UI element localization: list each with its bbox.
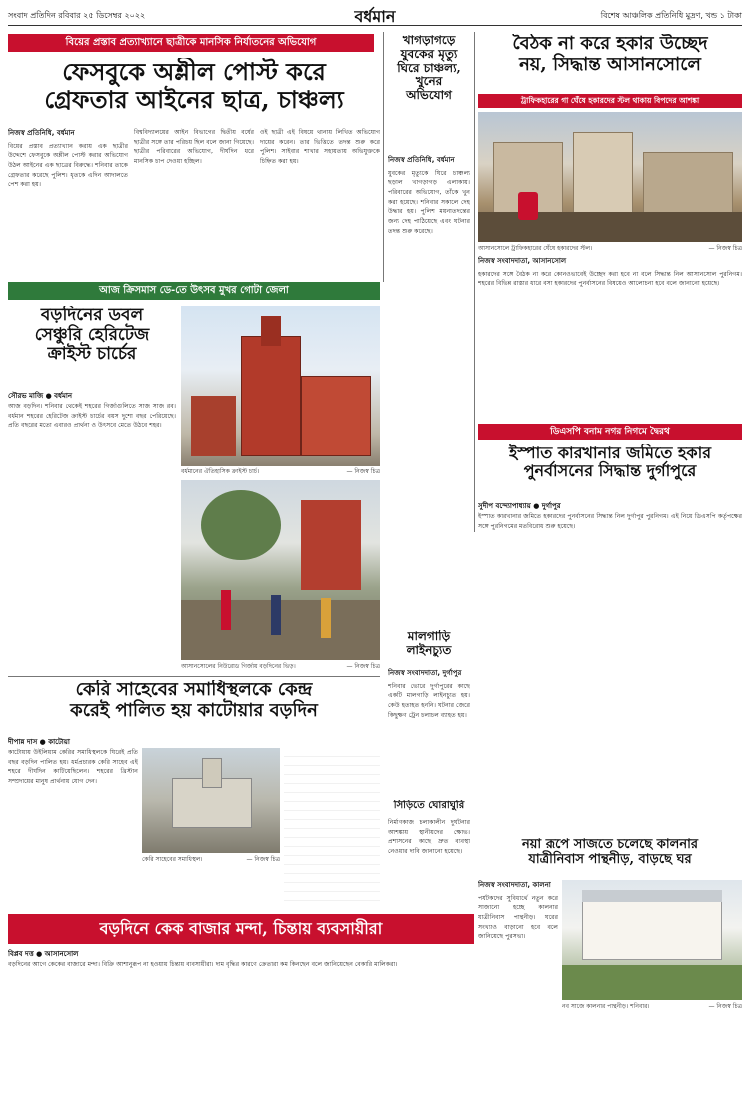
story7-byline: দীপান্ন দাস ● কাটোয়া — [8, 738, 70, 746]
story8-headline — [478, 838, 742, 878]
story4-photo1-caption — [181, 466, 380, 476]
story2-body — [388, 155, 470, 525]
story5-body-text: ইস্পাত কারখানার জমিতে হকারদের পুনর্বাসনের সিদ্ধান্ত নিল দুর্গাপুর পুরনিগম। এই নিয়ে ডিএসপি কর্তৃপক্ষের সঙ্গে পুরনিগমের মতবিরোধ শুরু হয়েছে। — [478, 513, 742, 530]
story8-photo-caption — [562, 1001, 742, 1011]
story2-kicker-line1: খাগড়াগড়ে — [402, 34, 456, 47]
masthead-left: সংবাদ প্রতিদিন রবিবার ২৫ ডিসেম্বর ২০২২ — [8, 11, 146, 20]
story6-dateline: নিজস্ব সংবাদদাতা, দুর্গাপুর — [388, 669, 462, 677]
divider — [474, 32, 475, 532]
story4-photo2-credit: — নিজস্ব চিত্র — [346, 663, 380, 670]
story7-body-col2 — [284, 748, 380, 908]
story7-photo-credit: — নিজস্ব চিত্র — [246, 856, 280, 863]
section-title: বর্ধমান — [354, 7, 396, 26]
story5-headline — [478, 444, 742, 496]
story7-body-text: কাটোয়ায় উইলিয়াম কেরির সমাধিস্থলকে ঘিরেই প্রতি বছর বড়দিন পালিত হয়। ধর্মপ্রচারক কেরি সাহেব এই শহরে দীর্ঘদিন কাটিয়েছিলেন। শহরের খ্রিস্টান সম্প্রদায়ের মানুষ প্রার্থনায় যোগ দেন। — [8, 749, 138, 785]
story3-photo-caption — [478, 243, 742, 253]
story4-banner: আজ ক্রিসমাস ডে-তে উৎসব মুখর গোটা জেলা — [8, 282, 380, 300]
story2-kicker — [388, 34, 470, 154]
story8-headline-line1: নয়া রূপে সাজতে চলেছে কালনার — [521, 838, 699, 852]
story4-photo1-caption-text: বর্ধমানের ঐতিহাসিক ক্রাইস্ট চার্চ। — [181, 468, 260, 475]
story2-kicker-line2: যুবকের মৃত্যু — [400, 46, 458, 61]
masthead-right: বিশেষ আঞ্চলিক প্রতিনিধি মুদ্রণ, খন্ড ১ টাকা — [600, 11, 742, 20]
story5-headline-line2: পুনর্বাসনের সিদ্ধান্ত দুর্গাপুরে — [523, 461, 697, 481]
story1-body-col2: বিশ্ববিদ্যালয়ের আইন বিভাগের দ্বিতীয় বর্ষের ছাত্রীর সঙ্গে তার পরিচয় ছিল বলে জানা গিয়েছে। ছাত্রীর পরিবারের অভিযোগ, দীর্ঘদিন ধরে মানসিক চাপ দেওয়া হচ্ছিল। — [134, 129, 254, 165]
story7-headline — [8, 680, 380, 734]
story4-body — [8, 402, 176, 674]
story1-headline — [8, 58, 380, 128]
story1-body-col3: ওই ছাত্রী এই বিষয়ে থানায় লিখিত অভিযোগ দায়ের করেন। তার ভিত্তিতে তদন্ত শুরু করে পুলিশ। সাইবার শাখার সহায়তায় অভিযুক্তকে চিহ্নিত করা হয়। — [260, 129, 380, 165]
story6-kicker-line1: মালগাড়ি — [407, 630, 451, 643]
story6-sub-body — [388, 818, 470, 906]
story7-headline-line1: কেরি সাহেবের সমাধিস্থলকে কেন্দ্র — [75, 680, 313, 700]
story6-kicker — [388, 630, 470, 666]
story3-photo-credit: — নিজস্ব চিত্র — [708, 245, 742, 252]
divider — [8, 676, 380, 677]
story7-body — [8, 748, 138, 908]
story5-kicker: ডিএসপি বনাম নগর নিগমে দ্বৈরথ — [478, 424, 742, 440]
divider — [383, 32, 384, 282]
story1-kicker: বিয়ের প্রস্তাব প্রত্যাখ্যানে ছাত্রীকে মানসিক নির্যাতনের অভিযোগ — [8, 34, 374, 52]
story1-dateline: নিজস্ব প্রতিনিধি, বর্ধমান — [8, 129, 75, 137]
story3-headline-line2: নয়, সিদ্ধান্ত আসানসোলে — [519, 53, 701, 75]
story6-body — [388, 668, 470, 798]
story8-dateline: নিজস্ব সংবাদদাতা, কালনা — [478, 881, 551, 889]
story3-dateline: নিজস্ব সংবাদদাতা, আসানসোল — [478, 257, 567, 265]
story2-dateline: নিজস্ব প্রতিনিধি, বর্ধমান — [388, 156, 455, 164]
story2-body-text: যুবকের মৃত্যুকে ঘিরে চাঞ্চল্য ছড়াল খাগড়াগড় এলাকায়। পরিবারের অভিযোগ, তাঁকে খুন করা হয়েছে। শনিবার সকালে দেহ উদ্ধার হয়। পুলিশ ময়নাতদন্তের জন্য দেহ পাঠিয়েছে এবং ঘটনার তদন্ত শুরু করেছে। — [388, 169, 470, 235]
story4-headline-line1: বড়দিনের ডবল — [40, 306, 144, 325]
story4-headline-line2: সেঞ্চুরি হেরিটেজ — [34, 324, 150, 345]
story8-photo-credit: — নিজস্ব চিত্র — [708, 1003, 742, 1010]
story7-photo — [142, 748, 280, 853]
story4-byline: সৌরভ মাজি ● বর্ধমান — [8, 392, 73, 400]
story9-byline: বিপ্লব দত্ত ● আসানসোল — [8, 950, 79, 958]
story3-photo — [478, 112, 742, 242]
story7-headline-line2: করেই পালিত হয় কাটোয়ার বড়দিন — [70, 699, 318, 721]
story1-body — [8, 128, 380, 278]
story3-headline-line1: বৈঠক না করে হকার উচ্ছেদ — [512, 34, 708, 54]
story9-headline: বড়দিনে কেক বাজার মন্দা, চিন্তায় ব্যবসায়ীরা — [8, 914, 474, 944]
story8-body-text: পর্যটকদের সুবিধার্থে নতুন করে সাজানো হচ্ছে কালনার যাত্রীনিবাস পান্থনীড়। ঘরের সংখ্যাও বাড়ানো হবে বলে জানিয়েছে পুরসভা। — [478, 894, 558, 941]
story5-body — [478, 512, 742, 832]
story4-body-text: আজ বড়দিন। শনিবার থেকেই শহরের গির্জাগুলিতে সাজ সাজ রব। বর্ধমান শহরের হেরিটেজ ক্রাইস্ট চার্চের বয়স দুশো বছর পেরিয়েছে। প্রতি বছরের মতো এবারও প্রার্থনা ও উৎসবে মেতে উঠবে শহর। — [8, 403, 176, 430]
story8-headline-line2: যাত্রীনিবাস পান্থনীড়, বাড়ছে ঘর — [528, 851, 692, 867]
story4-headline — [8, 306, 176, 386]
story9-body-text: বড়দিনের আগে কেকের বাজারে মন্দা। বিক্রি আশানুরূপ না হওয়ায় চিন্তায় ব্যবসায়ীরা। দাম বৃদ্ধির কারণে ক্রেতারা কম কিনছেন বলে জানিয়েছেন বেকারি মালিকরা। — [8, 961, 398, 968]
story2-kicker-line4: খুনের — [415, 74, 443, 89]
story3-body — [478, 256, 742, 416]
masthead — [8, 4, 742, 26]
story3-caption-text: আসানসোলে ট্রাফিকহারের ঘেঁষে হকারদের স্টল। — [478, 245, 593, 252]
story1-body-col1: বিয়ের প্রস্তাব প্রত্যাখ্যান করায় এক ছাত্রীর উদ্দেশে ফেসবুকে অশ্লীল পোস্ট করার অভিযোগ উঠল আইনের এক ছাত্রের বিরুদ্ধে। শনিবার তাকে গ্রেফতার করেছে পুলিশ। ধৃতকে এদিন আদালতে পেশ করা হয়। — [8, 142, 128, 189]
story3-subhead: ট্রাফিকহারের গা ঘেঁষে হকারদের স্টল থাকায় বিপদের আশঙ্কা — [478, 94, 742, 108]
story3-headline — [478, 34, 742, 92]
story7-photo-caption-text: কেরি সাহেবের সমাধিস্থল। — [142, 856, 203, 863]
story2-kicker-line5: অভিযোগ — [406, 88, 452, 103]
story4-headline-line3: ক্রাইস্ট চার্চের — [47, 344, 137, 365]
story4-photo2-caption-text: আসানসোলের নিউরোড গির্জায় বড়দিনের ভিড়। — [181, 663, 296, 670]
story6-kicker-line2: লাইনচ্যুত — [406, 642, 452, 657]
story4-photo2 — [181, 480, 380, 660]
story4-photo2-caption — [181, 661, 380, 671]
story2-kicker-line3: ঘিরে চাঞ্চল্য, — [397, 60, 461, 75]
story6-body-text: শনিবার ভোরে দুর্গাপুরের কাছে একটি মালগাড়ি লাইনচ্যুত হয়। কেউ হতাহত হননি। ঘটনার জেরে কিছুক্ষণ ট্রেন চলাচল ব্যাহত হয়। — [388, 682, 470, 719]
story6-sub-kicker: সিঁড়িতে ঘোরাঘুরি — [393, 800, 465, 811]
story8-photo-caption-text: নব সাজে কালনার পান্থনীড়। শনিবার। — [562, 1003, 650, 1010]
story7-photo-caption — [142, 854, 280, 864]
story1-headline-line1: ফেসবুকে অশ্লীল পোস্ট করে — [62, 58, 326, 86]
story5-byline: সুদীপ বন্দ্যোপাধ্যায় ● দুর্গাপুর — [478, 502, 561, 510]
story6-sub-body-text: নির্মাণকাজ চলাকালীন দুর্ঘটনার আশঙ্কায় স্থানীয়দের ক্ষোভ। প্রশাসনের কাছে দ্রুত ব্যবস্থা নেওয়ার দাবি জানানো হয়েছে। — [388, 819, 470, 855]
story4-photo1 — [181, 306, 380, 466]
story3-body-text: হকারদের সঙ্গে বৈঠক না করে কোনওভাবেই উচ্ছেদ করা হবে না বলে সিদ্ধান্ত নিল আসানসোল পুরনিগম। শহরের বিভিন্ন রাস্তার ধারে বসা হকারদের পুনর্বাসনের বিষয়েও আলোচনা হবে বলে জানানো হয়েছে। — [478, 270, 742, 288]
story1-headline-line2: গ্রেফতার আইনের ছাত্র, চাঞ্চল্য — [44, 84, 344, 114]
story4-photo1-credit: — নিজস্ব চিত্র — [346, 468, 380, 475]
story8-photo — [562, 880, 742, 1000]
story8-body — [478, 880, 558, 1000]
story9-body — [8, 960, 474, 1094]
story5-headline-line1: ইস্পাত কারখানার জমিতে হকার — [508, 444, 712, 462]
